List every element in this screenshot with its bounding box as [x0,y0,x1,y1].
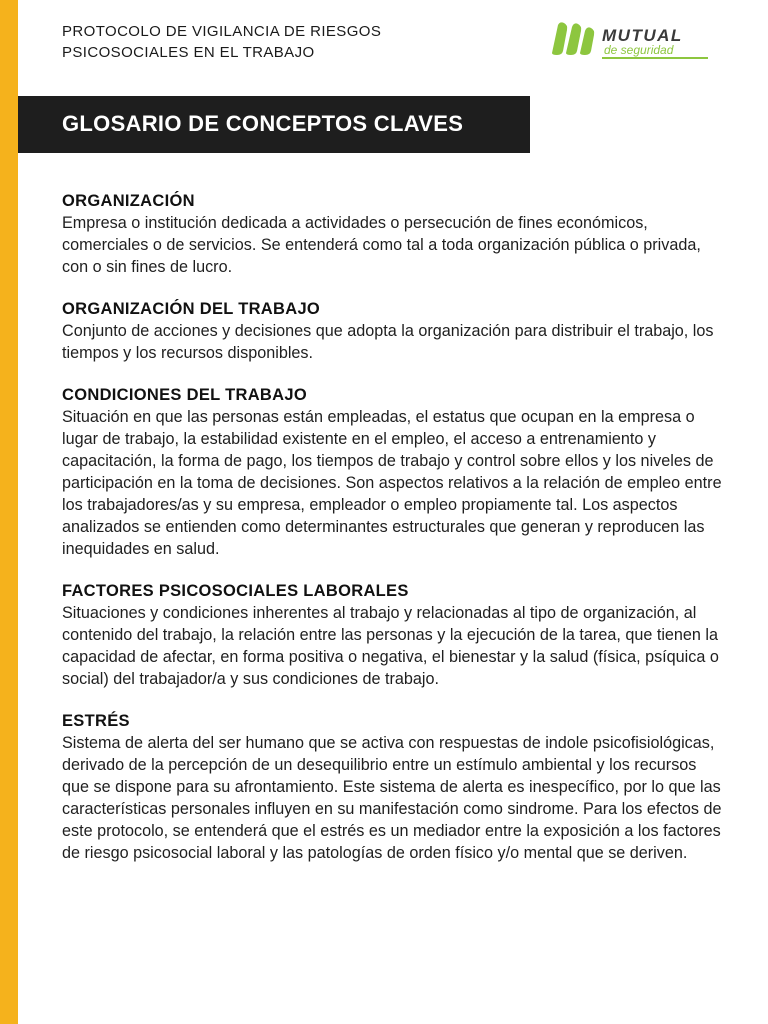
page-title: GLOSARIO DE CONCEPTOS CLAVES [62,111,464,136]
header-line-1: PROTOCOLO DE VIGILANCIA DE RIESGOS [62,23,382,40]
header-line-2: PSICOSOCIALES EN EL TRABAJO [62,44,315,61]
glossary-entry [62,384,722,560]
glossary-definition: Situación en que las personas están empleadas, el estatus que ocupan en la empresa o lugar de trabajo, la estabilidad existente en el empleo, el acceso a entrenamiento y capacitación, la forma de pago, los tiempos de trabajo y control sobre ellos y los niveles de participación en la toma de decisiones. Son aspectos relativos a la relación de empleo entre los trabajadores/as y su empresa, empleador o empleo propiamente tal. Los aspectos analizados se entienden como determinantes estructurales que generan y reproducen las inequidades en salud. [62,408,722,558]
glossary-term: CONDICIONES DEL TRABAJO [62,386,307,404]
glossary-definition: Sistema de alerta del ser humano que se activa con respuestas de indole psicofisiológicas, derivado de la percepción de un desequilibrio entre un estímulo ambiental y los recursos que se dispone para su afrontamiento. Este sistema de alerta es inespecífico, por lo que las características personales influyen en su manifestación como sindrome. Para los efectos de este protocolo, se entenderá que el estrés es un mediador entre la exposición a los factores de riesgo psicosocial laboral y las patologías de orden físico y/o mental que se deriven. [62,734,722,862]
glossary-definition: Conjunto de acciones y decisiones que adopta la organización para distribuir el trabajo, los tiempos y los recursos disponibles. [62,322,714,362]
document-header [62,21,381,63]
glossary-term: ESTRÉS [62,712,130,730]
glossary-entry [62,190,722,278]
glossary-list [62,190,722,884]
logo-tagline: de seguridad [604,43,674,57]
mutual-logo [548,17,713,63]
title-band [18,96,530,153]
glossary-entry [62,710,722,864]
glossary-definition: Situaciones y condiciones inherentes al trabajo y relacionadas al tipo de organización, al contenido del trabajo, la relación entre las personas y la ejecución de la tarea, que tienen la capacidad de afectar, en forma positiva o negativa, el bienestar y la salud (física, psíquica o social) del trabajador/a y sus condiciones de trabajo. [62,604,719,688]
glossary-term: FACTORES PSICOSOCIALES LABORALES [62,582,409,600]
logo-name: MUTUAL [602,26,683,45]
accent-side-bar [0,0,18,1024]
glossary-entry [62,580,722,690]
glossary-definition: Empresa o institución dedicada a actividades o persecución de fines económicos, comerciales o de servicios. Se entenderá como tal a toda organización pública o privada, con o sin fines de lucro. [62,214,701,276]
mutual-m-icon [552,22,594,55]
glossary-term: ORGANIZACIÓN DEL TRABAJO [62,300,321,318]
glossary-term: ORGANIZACIÓN [62,192,195,210]
glossary-entry [62,298,722,364]
